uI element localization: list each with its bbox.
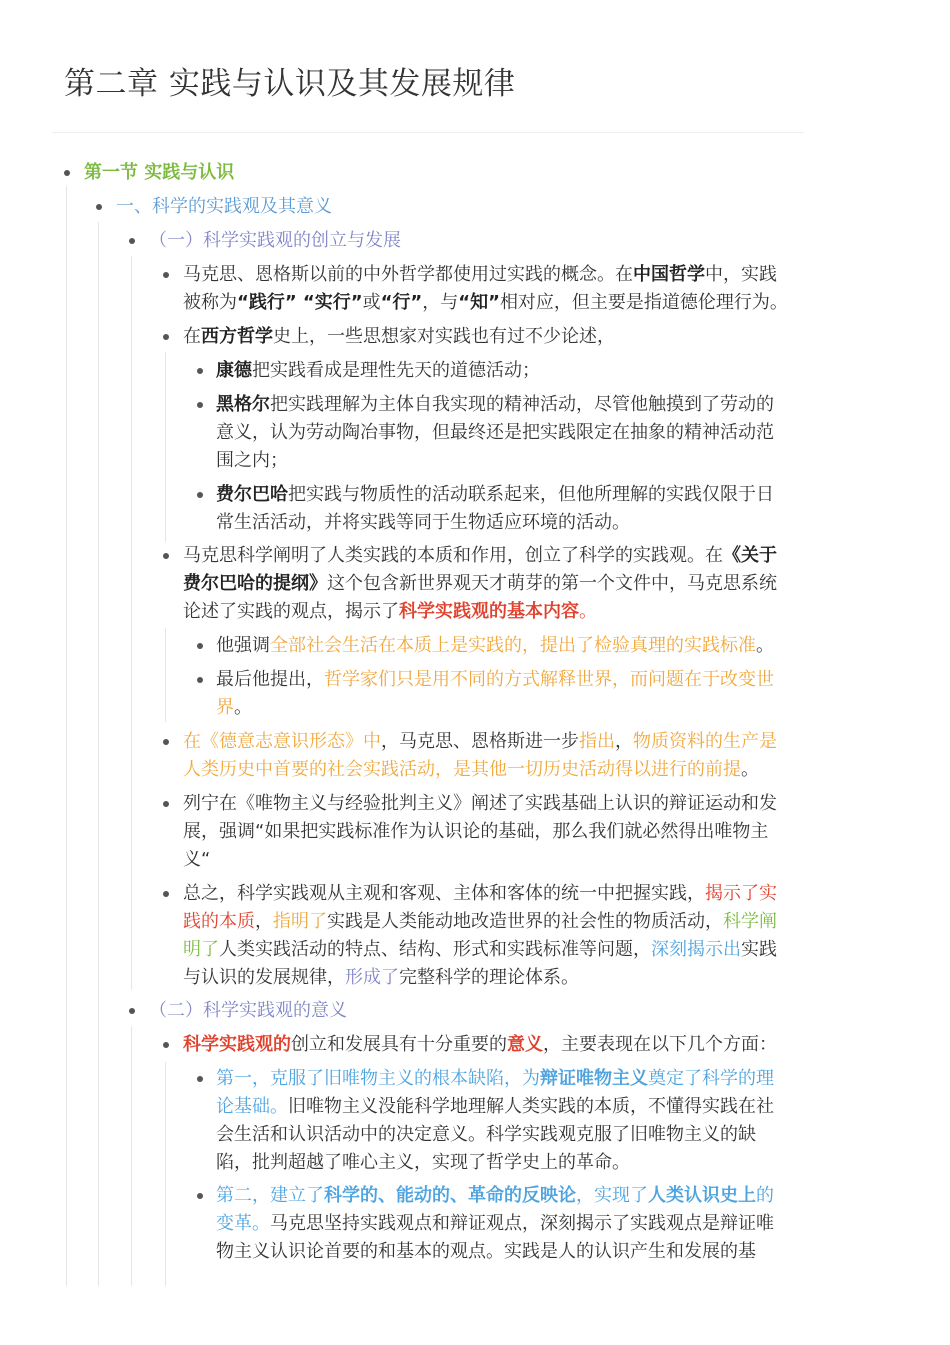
paragraph-line: 与认识的发展规律，形成了完整科学的理论体系。 <box>183 967 579 988</box>
paragraph-line: 列宁在《唯物主义与经验批判主义》阐述了实践基础上认识的辩证运动和发 <box>183 793 777 814</box>
paragraph-line: 展，强调“如果把实践标准作为认识论的基础，那么我们就必然得出唯物主 <box>183 821 769 842</box>
indent-guide <box>98 222 99 1286</box>
paragraph-line: 围之内； <box>216 450 288 471</box>
indent-guide <box>131 1026 132 1286</box>
paragraph-line: 物主义认识论首要的和基本的观点。实践是人的认识产生和发展的基 <box>216 1241 756 1262</box>
indent-guide <box>66 186 67 1286</box>
list-bullet <box>163 1042 169 1048</box>
list-bullet <box>163 272 169 278</box>
paragraph-line: 意义，认为劳动陶冶事物，但最终还是把实践限定在抽象的精神活动范 <box>216 422 774 443</box>
paragraph-line: 第二，建立了科学的、能动的、革命的反映论，实现了人类认识史上的 <box>216 1185 774 1206</box>
paragraph-line: 最后他提出，哲学家们只是用不同的方式解释世界，而问题在于改变世 <box>216 669 774 690</box>
indent-guide <box>165 352 166 542</box>
indent-guide <box>165 628 166 722</box>
paragraph-line: 康德把实践看成是理性先天的道德活动； <box>216 360 540 381</box>
paragraph-line: 他强调全部社会生活在本质上是实践的，提出了检验真理的实践标准。 <box>216 635 774 656</box>
list-bullet <box>163 739 169 745</box>
paragraph-line: 第一，克服了旧唯物主义的根本缺陷，为辩证唯物主义奠定了科学的理 <box>216 1068 774 1089</box>
paragraph-line: 在西方哲学史上，一些思想家对实践也有过不少论述， <box>183 326 615 347</box>
paragraph-line: 明了人类实践活动的特点、结构、形式和实践标准等问题，深刻揭示出实践 <box>183 939 777 960</box>
paragraph-line: 会生活和认识活动中的决定意义。科学实践观克服了旧唯物主义的缺 <box>216 1124 756 1145</box>
list-bullet <box>163 891 169 897</box>
paragraph-line: 被称为“践行” “实行”或“行”，与“知”相对应，但主要是指道德伦理行为。 <box>183 292 788 313</box>
list-bullet <box>197 643 203 649</box>
paragraph-line: 论述了实践的观点，揭示了科学实践观的基本内容。 <box>183 601 597 622</box>
paragraph-line: 变革。马克思坚持实践观点和辩证观点，深刻揭示了实践观点是辩证唯 <box>216 1213 774 1234</box>
list-bullet <box>197 402 203 408</box>
indent-guide <box>165 1062 166 1286</box>
subsection-heading: 一、科学的实践观及其意义 <box>116 196 332 217</box>
list-bullet <box>129 1008 135 1014</box>
paragraph-line: 马克思、恩格斯以前的中外哲学都使用过实践的概念。在中国哲学中，实践 <box>183 264 777 285</box>
paragraph-line: 论基础。旧唯物主义没能科学地理解人类实践的本质，不懂得实践在社 <box>216 1096 774 1117</box>
paragraph-line: 义“ <box>183 849 211 870</box>
list-bullet <box>197 1193 203 1199</box>
paragraph-line: 践的本质，指明了实践是人类能动地改造世界的社会性的物质活动，科学阐 <box>183 911 777 932</box>
paragraph-line: 在《德意志意识形态》中，马克思、恩格斯进一步指出，物质资料的生产是 <box>183 731 777 752</box>
list-bullet <box>96 204 102 210</box>
list-bullet <box>163 801 169 807</box>
list-bullet <box>197 368 203 374</box>
paragraph-line: 马克思科学阐明了人类实践的本质和作用，创立了科学的实践观。在《关于 <box>183 545 777 566</box>
paragraph-line: 黑格尔把实践理解为主体自我实现的精神活动，尽管他触摸到了劳动的 <box>216 394 774 415</box>
paragraph-line: 科学实践观的创立和发展具有十分重要的意义，主要表现在以下几个方面： <box>183 1034 777 1055</box>
page-title: 第二章 实践与认识及其发展规律 <box>64 66 516 102</box>
section-heading: 第一节 实践与认识 <box>84 162 235 183</box>
paragraph-line: 陷，批判超越了唯心主义，实现了哲学史上的革命。 <box>216 1152 630 1173</box>
indent-guide <box>131 256 132 990</box>
paragraph-line: 费尔巴哈把实践与物质性的活动联系起来，但他所理解的实践仅限于日 <box>216 484 774 505</box>
part-heading: （一）科学实践观的创立与发展 <box>149 230 401 251</box>
list-bullet <box>197 492 203 498</box>
list-bullet <box>163 553 169 559</box>
paragraph-line: 人类历史中首要的社会实践活动，是其他一切历史活动得以进行的前提。 <box>183 759 759 780</box>
list-bullet <box>64 170 70 176</box>
title-divider <box>52 132 804 133</box>
list-bullet <box>129 238 135 244</box>
paragraph-line: 总之，科学实践观从主观和客观、主体和客体的统一中把握实践，揭示了实 <box>183 883 777 904</box>
list-bullet <box>197 1076 203 1082</box>
list-bullet <box>197 677 203 683</box>
paragraph-line: 常生活活动，并将实践等同于生物适应环境的活动。 <box>216 512 630 533</box>
list-bullet <box>163 334 169 340</box>
paragraph-line: 界。 <box>216 697 252 718</box>
part-heading: （二）科学实践观的意义 <box>149 1000 347 1021</box>
paragraph-line: 费尔巴哈的提纲》这个包含新世界观天才萌芽的第一个文件中，马克思系统 <box>183 573 777 594</box>
